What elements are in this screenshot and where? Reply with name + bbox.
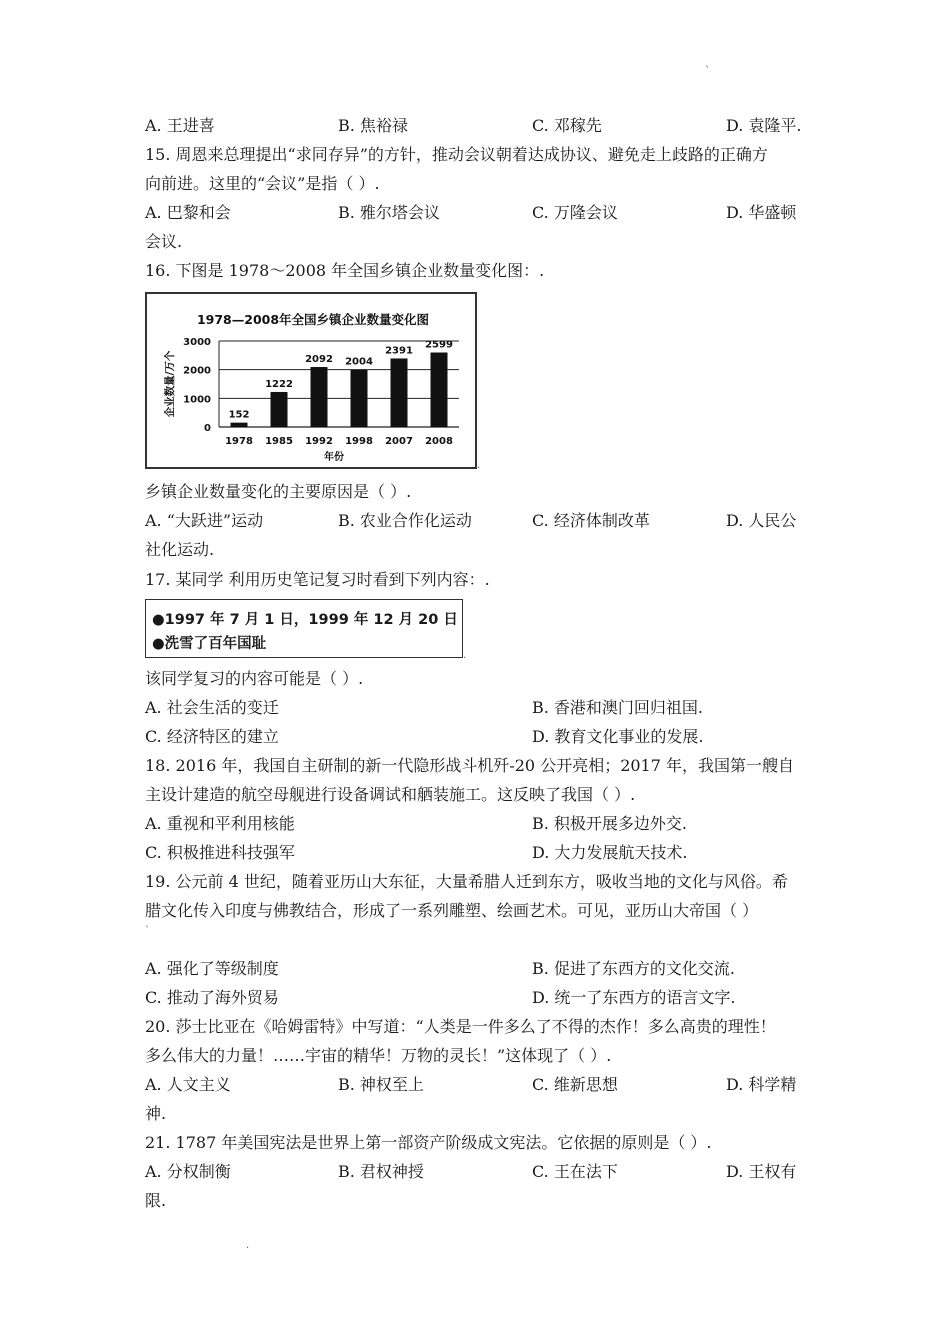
data-label-1985: 1222 [265,378,293,390]
data-label-1992: 2092 [305,354,333,366]
q20-option-c: C. 维新思想 [532,1075,618,1094]
data-label-1998: 2004 [345,356,373,368]
x-axis-label: 年份 [324,452,344,463]
data-label-1978: 152 [228,409,250,421]
q20-stem-line1: 20. 莎士比亚在《哈姆雷特》中写道：“人类是一件多么了不得的杰作！多么高贵的理性！ [145,1017,776,1036]
x-tick-label: 1985 [265,436,293,447]
q17-question: 该同学复习的内容可能是（ ）. [145,669,364,688]
x-tick-label: 2007 [385,436,413,447]
q15-option-d: D. 华盛顿 [726,203,797,222]
q19-option-b: B. 促进了东西方的文化交流. [532,959,736,978]
q19-stem-line2: 腊文化传入印度与佛教结合，形成了一系列雕塑、绘画艺术。可见，亚历山大帝国（ ） [145,901,759,920]
q19-option-a: A. 强化了等级制度 [145,959,279,978]
y-tick-label: 0 [204,423,211,434]
q18-stem-line2: 主设计建造的航空母舰进行设备调试和舾装施工。这反映了我国（ ）. [145,785,636,804]
chart-mark: . [477,460,481,471]
history-note-box [145,599,463,658]
page-mark: ` [705,66,710,77]
q19-option-c: C. 推动了海外贸易 [145,988,279,1007]
q20-option-b: B. 神权至上 [338,1075,424,1094]
q19-option-d: D. 统一了东西方的语言文字. [532,988,736,1007]
enterprise-bar-chart [145,292,477,469]
q18-option-a: A. 重视和平利用核能 [145,814,295,833]
note-mark: . [463,650,467,661]
bar-1992 [311,367,328,427]
q21-option-a: A. 分权制衡 [145,1162,231,1181]
q14-option-b: B. 焦裕禄 [338,116,408,135]
q19-stem-line1: 19. 公元前 4 世纪，随着亚历山大东征，大量希腊人迁到东方，吸收当地的文化与风俗。希 [145,872,788,891]
q21-stem: 21. 1787 年美国宪法是世界上第一部资产阶级成文宪法。它依据的原则是（ ）. [145,1133,712,1152]
y-tick-label: 3000 [183,337,211,348]
q15-stem-line2: 向前进。这里的“会议”是指（ ）. [145,174,380,193]
x-tick-label: 1978 [225,436,253,447]
q15-option-c: C. 万隆会议 [532,203,618,222]
q15-option-d-wrap: 会议. [145,232,183,251]
q20-option-a: A. 人文主义 [145,1075,231,1094]
q18-option-c: C. 积极推进科技强军 [145,843,295,862]
q15-option-b: B. 雅尔塔会议 [338,203,440,222]
footer-mark: . [246,1240,250,1251]
data-label-2008: 2599 [425,339,453,351]
bar-1978 [231,423,248,427]
q21-option-c: C. 王在法下 [532,1162,618,1181]
q16-option-b: B. 农业合作化运动 [338,511,472,530]
q14-option-d: D. 袁隆平. [726,116,802,135]
q16-option-d: D. 人民公 [726,511,797,530]
q20-option-d: D. 科学精 [726,1075,797,1094]
q21-option-b: B. 君权神授 [338,1162,424,1181]
q20-option-d-wrap: 神. [145,1104,167,1123]
q16-option-c: C. 经济体制改革 [532,511,650,530]
q17-option-c: C. 经济特区的建立 [145,727,279,746]
q17-option-d: D. 教育文化事业的发展. [532,727,704,746]
q21-option-d: D. 王权有 [726,1162,797,1181]
q17-option-a: A. 社会生活的变迁 [145,698,279,717]
q19-mark: ` [145,926,150,937]
q17-stem: 17. 某同学 利用历史笔记复习时看到下列内容：. [145,570,490,589]
q21-option-d-wrap: 限. [145,1191,167,1210]
q16-option-d-wrap: 社化运动. [145,540,215,559]
bar-1985 [271,392,288,427]
q15-stem-line1: 15. 周恩来总理提出“求同存异”的方针，推动会议朝着达成协议、避免走上歧路的正确方 [145,145,768,164]
q14-option-c: C. 邓稼先 [532,116,602,135]
q16-option-a: A. “大跃进”运动 [145,511,264,530]
y-tick-label: 1000 [183,394,211,406]
y-tick-label: 2000 [183,365,211,377]
bar-1998 [351,370,368,427]
bar-2008 [431,352,448,427]
note-line-dates: ●1997 年 7 月 1 日，1999 年 12 月 20 日 [152,612,458,628]
q18-stem-line1: 18. 2016 年，我国自主研制的新一代隐形战斗机歼-20 公开亮相；2017 年，我国第一艘自 [145,756,794,775]
q18-option-d: D. 大力发展航天技术. [532,843,688,862]
q20-stem-line2: 多么伟大的力量！……宇宙的精华！万物的灵长！”这体现了（ ）. [145,1046,612,1065]
q15-option-a: A. 巴黎和会 [145,203,231,222]
x-tick-label: 2008 [425,436,453,447]
data-label-2007: 2391 [385,345,413,357]
q16-stem: 16. 下图是 1978～2008 年全国乡镇企业数量变化图：. [145,261,545,280]
y-axis-label: 企业数量/万个 [164,350,176,418]
bar-2007 [391,358,408,427]
q16-question: 乡镇企业数量变化的主要原因是（ ）. [145,482,412,501]
q18-option-b: B. 积极开展多边外交. [532,814,688,833]
chart-title: 1978—2008年全国乡镇企业数量变化图 [196,312,430,327]
x-tick-label: 1998 [345,436,373,447]
q17-option-b: B. 香港和澳门回归祖国. [532,698,704,717]
x-tick-label: 1992 [305,436,333,447]
note-line-shame: ●洗雪了百年国耻 [152,636,267,652]
chart-canvas [147,294,479,471]
q14-option-a: A. 王进喜 [145,116,215,135]
